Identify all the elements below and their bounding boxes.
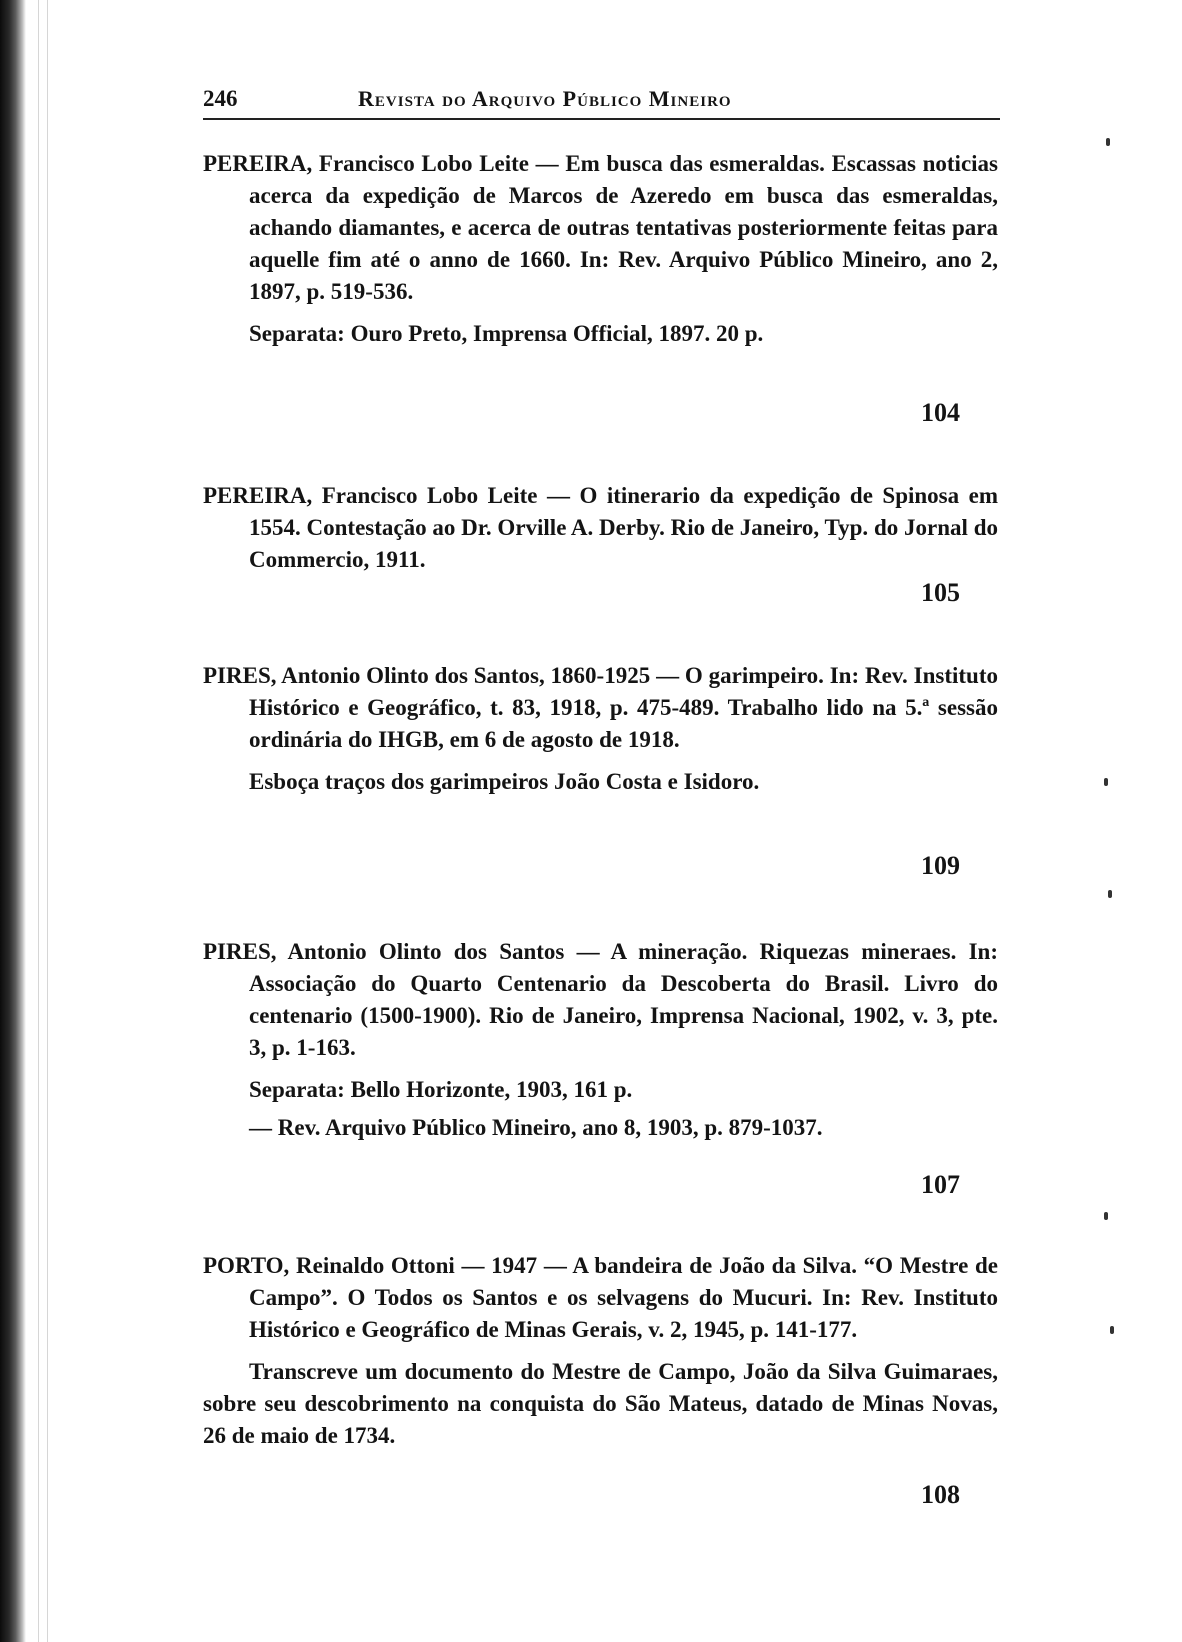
scan-speck bbox=[1104, 778, 1108, 786]
entry-citation: PIRES, Antonio Olinto dos Santos, 1860-1925 — O garimpeiro. In: Rev. Instituto Histórico e Geográfico, t. 83, 1918, p. 475-489. Trabalho lido na 5.ª sessão ordinária do IHGB, em 6 de agosto de 1918. bbox=[203, 663, 998, 752]
page-edge-line bbox=[38, 0, 39, 1642]
scan-speck bbox=[1104, 1212, 1108, 1220]
entry-citation: PEREIRA, Francisco Lobo Leite — O itinerario da expedição de Spinosa em 1554. Contestação ao Dr. Orville A. Derby. Rio de Janeiro, Typ. do Jornal do Commercio, 1911. bbox=[203, 483, 998, 572]
entry-note: — Rev. Arquivo Público Mineiro, ano 8, 1903, p. 879-1037. bbox=[249, 1115, 823, 1140]
bibliography-entry bbox=[203, 148, 998, 350]
page-edge-line bbox=[47, 0, 48, 1642]
entry-number: 105 bbox=[921, 578, 960, 607]
scan-speck bbox=[1108, 890, 1112, 898]
scan-speck bbox=[1110, 1326, 1114, 1334]
entry-number: 108 bbox=[921, 1480, 960, 1509]
entry-note: Separata: Bello Horizonte, 1903, 161 p. bbox=[249, 1077, 633, 1102]
entry-number: 107 bbox=[921, 1170, 960, 1199]
bibliography-entry bbox=[203, 1250, 998, 1452]
running-title: Revista do Arquivo Público Mineiro bbox=[358, 86, 732, 111]
entry-note: Esboça traços dos garimpeiros João Costa e Isidoro. bbox=[249, 769, 760, 794]
entry-number: 104 bbox=[921, 398, 960, 427]
header-rule bbox=[203, 118, 1000, 120]
bibliography-entry bbox=[203, 660, 998, 798]
book-spine-shadow bbox=[0, 0, 26, 1642]
entry-number: 109 bbox=[921, 851, 960, 880]
page-header bbox=[203, 86, 1003, 114]
bibliography-entry bbox=[203, 480, 998, 576]
bibliography-entry bbox=[203, 936, 998, 1144]
entry-citation: PORTO, Reinaldo Ottoni — 1947 — A bandeira de João da Silva. “O Mestre de Campo”. O Todos os Santos e os selvagens do Mucuri. In: Rev. Instituto Histórico e Geográfico de Minas Gerais, v. 2, 1945, p. 141-177. bbox=[203, 1253, 998, 1342]
entry-citation: PEREIRA, Francisco Lobo Leite — Em busca das esmeraldas. Escassas noticias acerca da expedição de Marcos de Azeredo em busca das esmeraldas, achando diamantes, e acerca de outras tentativas posteriormente feitas para aquelle fim até o anno de 1660. In: Rev. Arquivo Público Mineiro, ano 2, 1897, p. 519-536. bbox=[203, 151, 998, 304]
entry-citation: PIRES, Antonio Olinto dos Santos — A mineração. Riquezas mineraes. In: Associação do Quarto Centenario da Descoberta do Brasil. Livro do centenario (1500-1900). Rio de Janeiro, Imprensa Nacional, 1902, v. 3, pte. 3, p. 1-163. bbox=[203, 939, 998, 1060]
entry-note: Separata: Ouro Preto, Imprensa Official, 1897. 20 p. bbox=[249, 321, 764, 346]
page-number: 246 bbox=[203, 86, 238, 111]
entry-note: Transcreve um documento do Mestre de Campo, João da Silva Guimaraes, sobre seu descobrimento na conquista do São Mateus, datado de Minas Novas, 26 de maio de 1734. bbox=[203, 1359, 998, 1448]
scan-speck bbox=[1106, 138, 1110, 146]
